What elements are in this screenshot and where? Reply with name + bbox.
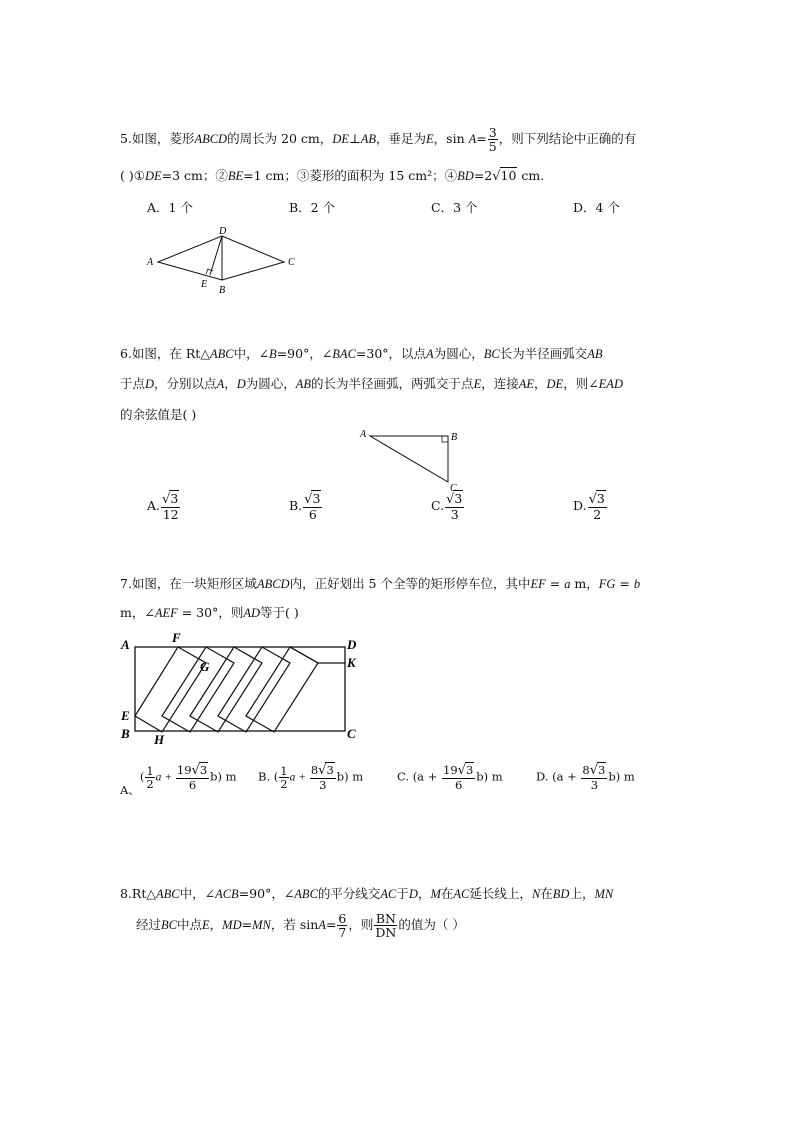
q6-text: =30°，以点 [355,346,427,361]
q8-var: MN [252,918,271,933]
label-e: E [121,708,130,723]
q7-option-d[interactable] [536,764,635,791]
sqrt-sign: √ [492,169,501,184]
frac-den: 6 [454,777,463,792]
q6-text: 中，∠ [233,346,270,361]
label-c: C [450,483,457,494]
q8-var: ABC [294,887,318,901]
q6-var: E [473,377,482,391]
radicand: 3 [312,491,321,506]
label-c: C [288,257,295,268]
label-b: B [121,726,130,741]
q5-var: BE [227,169,244,183]
q8-text: 上， [569,886,595,901]
q6-text: 6.如图，在 Rt△ [120,346,210,361]
q5-var: DE [144,169,162,183]
option-label: D．4 个 [573,200,620,215]
frac-den: 6 [308,506,317,522]
q8-text: ，则 [348,917,374,933]
frac-num: 1 [280,763,288,778]
label-d: D [219,226,227,237]
fraction-half [145,765,154,790]
q6-var: AB [587,347,603,361]
q5-text: ，sin [433,131,465,147]
q6-text: 长为半径画弧交 [499,346,588,361]
q5-var: A [468,132,477,147]
option-fraction [588,492,607,521]
frac-den: 5 [488,139,497,155]
label-b: B [451,432,458,443]
q7-text: m，∠ [120,605,155,620]
frac-num: 19√3 [443,763,474,778]
fraction-root [176,764,209,791]
q6-option-a[interactable] [147,492,181,521]
q6-var: EAD [598,377,623,391]
radicand: 3 [170,491,179,506]
q6-text: 为圆心， [433,346,484,361]
q7-var: a [564,577,571,591]
q5-var: E [426,132,434,147]
q8-var: D [408,887,418,901]
q8-text: 的平分线交 [317,886,381,901]
q5-text: ( )① [120,168,145,183]
q6-option-c[interactable] [431,492,465,521]
label-h: H [154,732,165,747]
q8-var: AC [453,887,470,901]
label-g: G [200,659,210,674]
q6-option-b[interactable] [289,492,323,521]
q7-text: 等于( ) [260,605,299,620]
option-letter: D. [573,497,587,513]
q8-var: MD [222,918,242,933]
q8-text: = [241,917,253,933]
option-label: A．1 个 [147,200,193,215]
frac-num: √3 [446,491,463,507]
q8-stem-line1 [120,884,613,902]
q5-text: ，则下列结论中正确的有 [498,131,637,147]
frac-num: 19√3 [176,763,208,778]
frac-den: 2 [146,776,154,791]
q5-text: 的周长为 20 cm， [227,131,333,147]
option-letter: A. [147,497,161,513]
parking-spots [135,647,345,732]
q6-text: 于点 [120,376,146,391]
segment-de [210,236,222,275]
coef: 19 [176,763,192,777]
q8-var: BC [161,918,177,933]
q5-text: =1 cm；③菱形的面积为 15 cm²；④ [243,168,458,183]
label-e: E [201,279,208,290]
q5-text: = [476,131,487,147]
q8-text: 延长线上， [469,886,532,901]
q8-text: 的值为（ ） [398,917,465,933]
q8-text: 于 [396,886,409,901]
q5-var: ABCD [194,132,228,147]
option-label: C. (a + [397,769,441,784]
q5-var: AB [360,132,377,147]
q6-text: 的长为半径画弧，两弧交于点 [311,376,474,391]
q6-text: ，连接 [481,376,519,391]
q7-var: AEF [154,606,178,620]
radicand: 3 [454,491,463,506]
q7-var: AD [243,606,260,620]
label-d: D [347,637,357,652]
radicand: 3 [465,763,474,777]
rhombus-outline [158,236,284,280]
frac-num: √3 [162,491,179,507]
q5-option-c[interactable] [431,198,478,216]
label-c: C [347,726,356,741]
frac-den: 12 [162,506,179,522]
term: b) m [336,769,364,784]
coef: 19 [443,763,458,777]
frac-den: 2 [593,506,602,522]
q6-stem-line3 [120,405,196,423]
q5-option-a[interactable] [147,198,193,216]
q6-var: D [236,377,246,391]
label-a: A [121,637,130,652]
option-label: D. (a + [536,769,581,784]
q8-var: BD [552,887,570,901]
q5-stem-line1 [120,126,636,153]
q7-var: EF [530,577,546,591]
frac-den: 3 [450,506,459,522]
q8-text: 8.Rt△ [120,886,156,901]
q8-sin-fraction [337,912,347,939]
q7-stem-line1 [120,574,640,592]
radicand: 3 [326,763,334,777]
frac-num: 3 [488,125,497,140]
term: a + [155,771,175,784]
q7-option-a[interactable] [120,763,237,798]
q6-text: ， [534,376,547,391]
q8-var: ACB [215,887,239,901]
frac-den: 3 [319,777,327,792]
term: a + [289,771,309,784]
q6-var: ABC [209,347,234,361]
label-b: B [219,285,226,296]
frac-num: 6 [338,911,347,926]
radicand: 3 [199,763,208,777]
q7-parking-figure [118,630,362,750]
q7-text: = 30°，则 [177,605,244,620]
q5-text: cm. [517,168,545,183]
q6-var: A [216,377,225,391]
q5-stem-line2 [120,166,544,184]
q5-option-d[interactable] [573,198,620,216]
frac-den: 2 [280,776,288,791]
q7-text: m， [570,576,599,591]
q6-text: 的余弦值是( ) [120,407,197,422]
triangle-abc [370,436,448,482]
q8-var: MN [594,887,614,901]
q6-triangle-figure [356,424,468,494]
q6-stem-line1 [120,344,602,362]
spot-5-top [290,647,345,663]
option-label: C．3 个 [431,200,478,215]
frac-num: 8√3 [310,763,334,778]
label-a: A [360,429,367,440]
paren: ( [139,769,145,784]
q8-text: 在 [440,886,454,901]
q8-text: 中，∠ [179,886,216,901]
frac-den: DN [375,925,397,941]
q6-text: 为圆心， [245,376,296,391]
q8-stem-line2 [136,912,465,939]
frac-den: 6 [188,777,197,792]
fraction-root [310,764,336,791]
q6-option-d[interactable] [573,492,608,521]
q5-var: DE [332,132,349,147]
q5-text: =2 [473,168,493,183]
q6-var: AE [518,377,534,391]
q8-ratio-fraction [374,912,397,939]
q8-var: A [318,918,326,933]
q6-text: ，分别以点 [154,376,217,391]
q6-text: =90°，∠ [276,346,333,361]
q6-var: BC [483,347,500,361]
q6-text: ， [224,376,237,391]
q6-var: DE [546,377,564,391]
option-label: B．2 个 [289,200,336,215]
frac-num: BN [375,911,396,926]
q6-var: BAC [332,347,356,361]
right-angle-mark [442,436,448,442]
coef: 8 [310,763,319,777]
fraction-root [581,764,607,791]
q5-fraction [488,126,498,153]
q6-text: ，则∠ [563,376,599,391]
label-f: F [172,630,181,645]
frac-den: 3 [590,777,599,792]
q8-text: =90°，∠ [238,886,295,901]
q7-stem-line2 [120,603,299,621]
q8-var: N [531,887,541,901]
q7-text: = [615,576,634,591]
label-a: A [147,257,154,268]
option-letter: C. [431,497,445,513]
q7-text: 内，正好划出 5 个全等的矩形停车位，其中 [289,576,531,591]
q7-var: FG [598,577,616,591]
q6-var: D [145,377,155,391]
q5-var: BD [457,169,474,183]
q7-text: 7.如图，在一块矩形区域 [120,576,257,591]
q8-text: ，若 sin [270,917,319,933]
option-letter: B. [289,497,303,513]
fraction-root [442,764,475,791]
radicand: 3 [596,491,605,506]
q7-text: = [545,576,565,591]
q7-var: ABCD [256,577,290,591]
q5-option-b[interactable] [289,198,335,216]
q8-var: M [430,887,441,901]
q5-text: ⊥ [348,131,361,147]
q8-var: ABC [155,887,180,901]
frac-den: 7 [338,925,347,941]
option-prefix: A、 [120,783,140,798]
q6-stem-line2 [120,374,623,392]
q8-text: ， [417,886,431,901]
fraction-half [279,765,288,790]
frac-num: 1 [146,763,154,778]
q5-text: 5.如图，菱形 [120,131,195,147]
q7-option-c[interactable] [397,764,503,791]
term: b) m [608,769,635,784]
q5-rhombus-figure [140,224,310,296]
q8-text: = [325,917,337,933]
q6-var: B [269,347,277,361]
option-fraction [161,492,180,521]
coef: 8 [582,763,590,777]
frac-num: √3 [588,491,605,507]
q8-text: 在 [540,886,553,901]
q8-text: 经过 [136,917,162,933]
term: b) m [210,769,237,784]
frac-num: √3 [304,491,321,507]
q7-var: b [633,577,641,591]
option-label: B. ( [258,769,279,784]
q5-text: ，垂足为 [376,131,427,147]
q5-text: =3 cm；② [161,168,228,183]
radicand: 3 [598,763,606,777]
q7-option-b[interactable] [258,764,363,791]
q8-var: E [202,918,210,933]
option-fraction [445,492,464,521]
label-k: K [347,655,356,670]
q6-var: A [426,347,434,361]
q8-text: ， [209,917,223,933]
q5-radicand: 10 [500,168,517,183]
option-fraction [303,492,322,521]
q8-var: AC [380,887,397,901]
frac-num: 8√3 [582,763,606,778]
q6-var: AB [295,377,312,391]
q8-text: 中点 [177,917,203,933]
term: b) m [476,769,503,784]
